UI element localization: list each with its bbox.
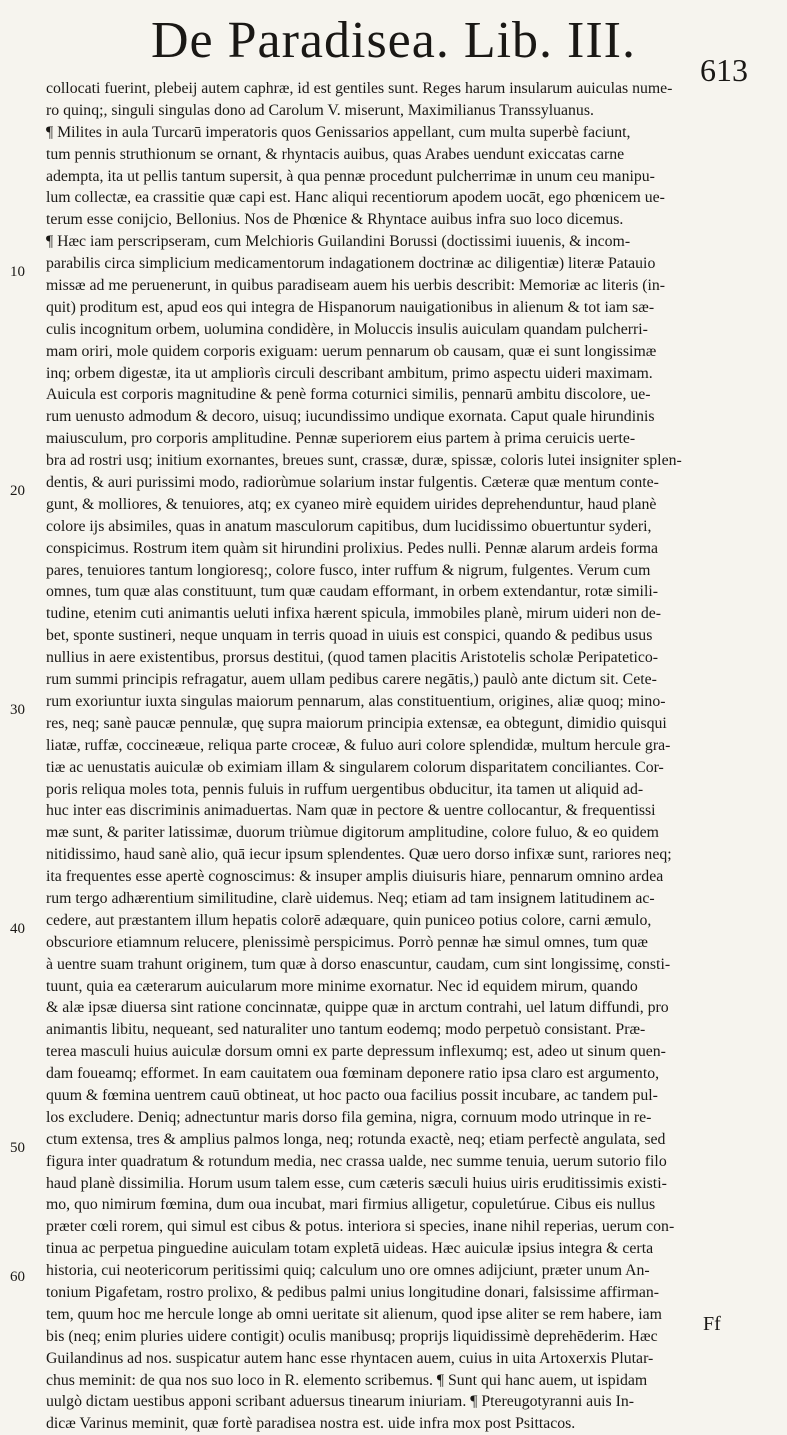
text-line: tudine, etenim cuti animantis ueluti infixa hærent spicula, immobiles planè, mirum uideri non de- <box>46 605 662 623</box>
text-line: dam foueamq; efformet. In eam cauitatem oua fœminam deponere ratio ipsa claro est argumento, <box>46 1065 660 1083</box>
text-line: rum exoriuntur iuxta singulas maiorum pennarum, alas constituentium, origines, aliæ quoq; mino- <box>46 692 666 710</box>
text-line: inq; orbem digestæ, ita ut ampliorìs circuli describant ambitum, primo aspectu uideri maximam. <box>46 364 653 382</box>
text-line: gunt, & molliores, & tenuiores, atq; ex cyaneo mirè equidem uirides deprehenduntur, haud planè <box>46 495 657 513</box>
text-line: à uentre suam trahunt originem, tum quæ à dorso enascuntur, caudam, cum sint longissimę, consti- <box>46 955 671 973</box>
text-line: dentis, & auri purissimi modo, radiorùmue solarium instar fulgentis. Cæteræ quæ mentum conte- <box>46 474 659 492</box>
text-line: præter cœli rorem, qui simul est cibus & potus. interiora si species, inane nihil reperias, uerum con- <box>46 1218 675 1236</box>
text-line: nullius in aere existentibus, prorsus destitui, (quod tamen placitis Aristotelis scholæ Peripatetico- <box>46 649 659 667</box>
page-number: 613 <box>700 52 748 88</box>
text-line: rum summi principis refragatur, auem ullam pedibus carere negātis,) paulò ante dictum sit. Cete- <box>46 671 657 689</box>
text-line: ro quinq;, singuli singulas dono ad Carolum V. miserunt, Maximilianus Transsyluanus. <box>46 101 594 119</box>
text-line: tuunt, quia ea cæterarum auicularum more minime exornatur. Nec id equidem mirum, quando <box>46 977 638 995</box>
line-number-30: 30 <box>10 702 25 718</box>
text-line: nitidissimo, haud sanè alio, quā iecur ipsum splendentes. Quæ uero dorso infixæ sunt, rariores neq; <box>46 846 672 864</box>
text-line: ¶ Milites in aula Turcarū imperatoris quos Genissarios appellant, cum multa superbè faciunt, <box>46 123 631 141</box>
text-line: conspicimus. Rostrum item quàm sit hirundini prolixius. Pedes nulli. Pennæ alarum ardeis forma <box>46 539 659 557</box>
text-line: colore ijs absimiles, quas in anatum masculorum capitibus, dum lucidissimo obuertuntur syderi, <box>46 517 652 535</box>
signature-mark: Ff <box>703 1313 721 1335</box>
text-line: tem, quum hoc me hercule longe ab omni ueritate sit alienum, quod ipse aliter se rem habere, iam <box>46 1305 662 1323</box>
text-line: pares, tenuiores tantum longioresq;, colore fusco, inter ruffum & nigrum, fulgentes. Verum cum <box>46 561 651 579</box>
text-line: Guilandinus ad nos. suspicatur autem hanc esse rhyntacen auem, cuius in uita Artoxerxis Plutar- <box>46 1349 654 1367</box>
text-line: culis incognitum orbem, uolumina condidère, in Moluccis insulis auiculam quandam pulcherri- <box>46 320 648 338</box>
text-line: liatæ, ruffæ, coccineæue, reliqua parte croceæ, & fuluo auri colore splendidæ, multum hercule gra- <box>46 736 671 754</box>
text-line: tonium Pigafetam, rostro prolixo, & pedibus palmi unius longitudine donari, falsissime affirman- <box>46 1283 660 1301</box>
text-line: dicæ Varinus meminit, quæ fortè paradisea nostra est. uide infra mox post Psittacos. <box>46 1415 576 1433</box>
text-line: mam oriri, mole quidem corporis exiguam: uerum pennarum ob causam, quæ ei sunt longissimæ <box>46 342 657 360</box>
text-line: mo, quo nimirum fœmina, dum oua incubat, mari firmius alligetur, copuletúrue. Cibus eis nullus <box>46 1196 656 1214</box>
text-line: chus meminit: de qua nos suo loco in R. elemento scribemus. ¶ Sunt qui hanc auem, ut ispidam <box>46 1371 648 1389</box>
text-line: collocati fuerint, plebeij autem caphræ, id est gentiles sunt. Reges harum insularum auiculas nume- <box>46 80 673 97</box>
line-number-20: 20 <box>10 483 25 499</box>
text-line: obscuriore etiamnum relucere, plenissimè perspicimus. Porrò pennæ hæ simul omnes, tum quæ <box>46 933 648 951</box>
text-line: haud planè dissimilia. Horum usum talem esse, cum cæteris sæculi huius uiris eruditissimis existi- <box>46 1174 667 1192</box>
line-number-50: 50 <box>10 1140 25 1156</box>
text-line: uulgò dictam uestibus apponi scribant aduersus tinearum iniuriam. ¶ Ptereugotyranni auis In- <box>46 1393 635 1411</box>
text-line: mæ sunt, & pariter latissimæ, duorum triùmue digitorum amplitudine, colore fuluo, & eo quidem <box>46 824 659 842</box>
text-line: cedere, aut præstantem illum hepatis colorē adæquare, quin puniceo potius colore, carni æmulo, <box>46 911 652 929</box>
text-line: missæ ad me peruenerunt, in quibus paradiseam auem his uerbis describit: Memoriæ ac literis (in- <box>46 277 666 295</box>
text-line: omnes, tum quæ alas constituunt, tum quæ caudam efformant, in orbem extendantur, rotæ simili- <box>46 583 658 601</box>
text-line: bet, sponte sustineri, neque unquam in terris quoad in uiuis est conspici, quando & pedibus usus <box>46 627 653 645</box>
running-title: De Paradisea. Lib. III. <box>150 12 637 69</box>
text-line: rum tergo adhærentium similitudine, clarè uidemus. Neq; etiam ad tam insignem latitudinem ac- <box>46 889 655 907</box>
text-line: adempta, ita ut pellis tantum supersit, à qua pennæ procedunt pulcherrimæ in unum ceu manipu- <box>46 167 655 185</box>
text-line: huc inter eas discriminis animaduertas. Nam quæ in pectore & uentre collocantur, & frequentissi <box>46 802 656 820</box>
text-line: parabilis circa simplicium medicamentorum indagationem doctrinæ ac diligentiæ) literæ Patauio <box>46 255 656 273</box>
text-line: quum & fœmina uentrem cauū obtineat, ut hoc pacto oua facilius possit incubare, ac tandem pul- <box>46 1086 658 1104</box>
text-line: maiusculum, pro corporis amplitudine. Pennæ superiorem eius partem à prima ceruicis uerte- <box>46 430 636 448</box>
text-line: quit) proditum est, apud eos qui integra de Hispanorum nauigationibus in alienum & tot iam sæ- <box>46 298 655 316</box>
text-line: bra ad rostri usq; initium exornantes, breues sunt, crassæ, duræ, spissæ, coloris lutei insigniter splen- <box>46 452 682 470</box>
text-line: lum collectæ, ea crassitie quæ capi est. Hanc aliqui recentiorum apodem uocāt, ego phœnicem ue- <box>46 189 665 207</box>
text-line: res, neq; sanè paucæ pennulæ, quę supra maiorum principia extensæ, ea obtegunt, dimidio quisqui <box>46 714 667 732</box>
line-number-40: 40 <box>10 921 25 937</box>
text-line: historia, cui neotericorum peritissimi quiq; calculum uno ore omnes adijciunt, præter unum An- <box>46 1262 650 1280</box>
body-text <box>46 78 762 1435</box>
line-number-10: 10 <box>10 264 25 280</box>
text-line: tum pennis struthionum se ornant, & rhyntacis auibus, quas Arabes uendunt exiccatas carne <box>46 145 625 163</box>
text-line: Auicula est corporis magnitudine & penè forma coturnici similis, pennarū ambitu discolore, ue- <box>46 386 651 404</box>
text-line: los excludere. Deniq; adnectuntur maris dorso fila gemina, nigra, cornuum modo utrinque in re- <box>46 1108 652 1126</box>
text-line: poris reliqua moles tota, pennis fuluis in ruffum uergentibus obducitur, ita tamen ut aliquid ad- <box>46 780 644 798</box>
text-line: ¶ Hæc iam perscripseram, cum Melchioris Guilandini Borussi (doctissimi iuuenis, & incom- <box>46 233 631 251</box>
text-line: ctum extensa, tres & amplius palmos longa, neq; rotunda exactè, neq; etiam perfectè angulata, sed <box>46 1130 666 1148</box>
text-line: tiæ ac uenustatis auiculæ ob eximiam illam & singularem colorum disparitatem conciliantes. Cor- <box>46 758 664 776</box>
text-line: animantis libitu, nequeant, sed naturaliter uno tantum eodemq; modo perpetuò consistant. Præ- <box>46 1021 646 1039</box>
text-line: figura inter quadratum & rotundum media, nec crassa ualde, nec summe tenuia, uerum sutorio filo <box>46 1152 667 1170</box>
text-line: terum esse conijcio, Bellonius. Nos de Phœnice & Rhyntace auibus infra suo loco dicemus. <box>46 211 624 229</box>
line-number-60: 60 <box>10 1269 25 1285</box>
text-line: terea masculi huius auiculæ dorsum omni ex parte depressum inflexumq; est, adeo ut sinum quen- <box>46 1043 666 1061</box>
text-line: bis (neq; enim pluries uidere contigit) oculis manibusq; proprijs liquidissimè deprehēderim. Hæc <box>46 1327 658 1345</box>
text-line: & alæ ipsæ diuersa sint ratione concinnatæ, quippe quæ in arctum contrahi, uel latum diffundi, pro <box>46 999 669 1017</box>
text-line: ita frequentes esse apertè cognoscimus: & insuper amplis diuisuris hiare, pennarum omnino ardea <box>46 868 664 886</box>
text-line: tinua ac perpetua pinguedine auiculam totam expletā uideas. Hæc auiculæ ipsius integra & certa <box>46 1240 654 1258</box>
text-line: rum uenusto admodum & decoro, uisuq; iucundissimo undique exornata. Caput quale hirundinis <box>46 408 655 426</box>
